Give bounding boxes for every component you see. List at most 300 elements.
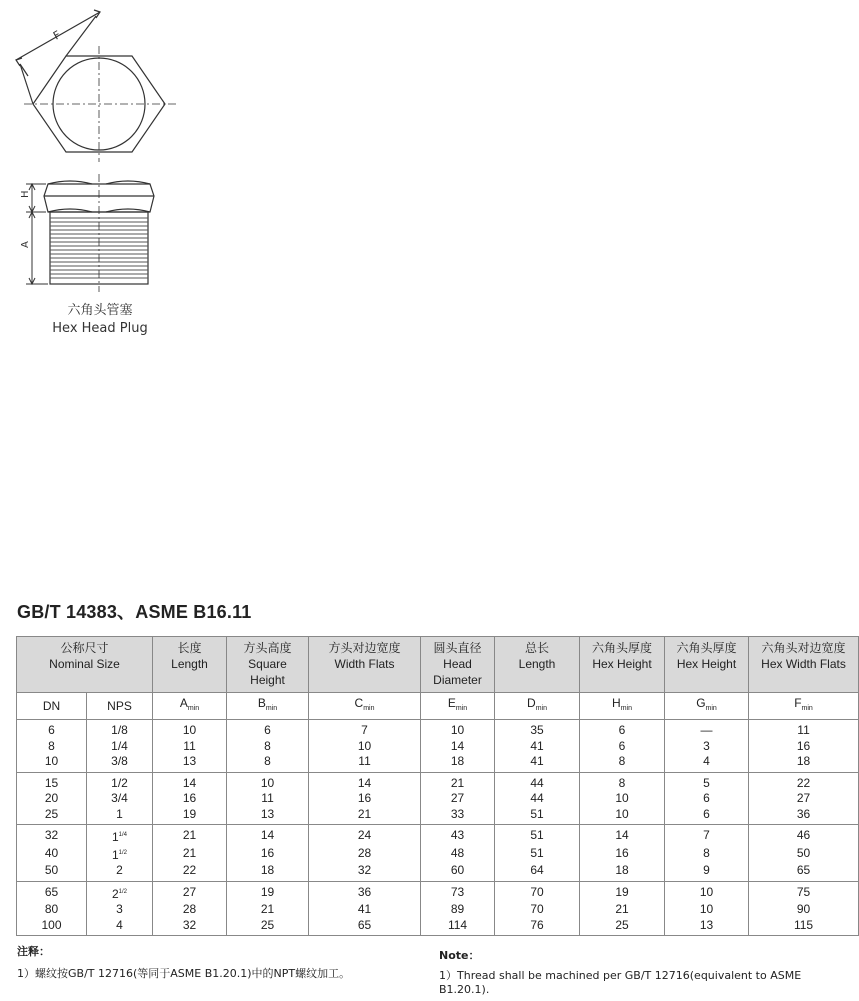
- cell-value: 65: [44, 884, 59, 899]
- notes-cn: [17, 943, 350, 981]
- cell-d: [495, 739, 580, 755]
- column-symbol-main: B: [257, 696, 266, 710]
- column-header-cn: 六角头厚度: [676, 641, 737, 655]
- cell-value: 2: [116, 863, 123, 877]
- cell-b: [227, 720, 309, 739]
- cell-value: 22: [796, 775, 811, 790]
- cell-b: [227, 825, 309, 846]
- cell-value: 41: [530, 738, 544, 753]
- cell-nps: [87, 772, 153, 791]
- column-header-en2: Diameter: [433, 673, 482, 687]
- column-header-cn: 方头对边宽度: [328, 641, 401, 655]
- cell-value: 19: [182, 806, 197, 821]
- cell-g: [665, 772, 749, 791]
- cell-c: [309, 863, 421, 881]
- cell-a: [153, 739, 227, 755]
- cell-value: 18: [796, 754, 811, 768]
- cell-value: 16: [615, 845, 629, 860]
- figure-caption: [30, 302, 170, 338]
- cell-a: [153, 754, 227, 772]
- cell-value: 25: [260, 917, 275, 932]
- cell-value: 44: [530, 791, 544, 805]
- column-symbol-main: DN: [42, 699, 61, 713]
- subheader-row: [17, 693, 859, 720]
- cell-a: [153, 863, 227, 881]
- cell-value: 36: [796, 806, 811, 821]
- cell-value: 1: [116, 806, 123, 821]
- cell-e: [421, 846, 495, 864]
- cell-value: 21: [615, 902, 629, 916]
- cell-f: [749, 772, 859, 791]
- cell-h: [580, 902, 665, 918]
- cell-e: [421, 863, 495, 881]
- cell-nps: [87, 754, 153, 772]
- cell-b: [227, 772, 309, 791]
- column-symbol: [227, 693, 309, 720]
- cell-e: [421, 791, 495, 807]
- cell-value: 11: [183, 738, 196, 753]
- cell-nps: [87, 791, 153, 807]
- cell-d: [495, 772, 580, 791]
- cell-value: 65: [357, 917, 372, 932]
- cell-e: [421, 825, 495, 846]
- cell-value: 1/4: [111, 738, 128, 753]
- column-symbol: [87, 693, 153, 720]
- cell-value: 10: [44, 754, 59, 768]
- cell-value: 64: [530, 863, 544, 877]
- cell-value: 13: [182, 754, 197, 768]
- cell-value: 48: [450, 845, 465, 860]
- cell-value: 3: [116, 902, 123, 916]
- cell-g: [665, 791, 749, 807]
- cell-h: [580, 772, 665, 791]
- cell-value: 8: [703, 845, 710, 860]
- header-row: [17, 637, 859, 693]
- column-header-cn: 长度: [177, 641, 202, 655]
- column-header-en: Width Flats: [334, 657, 395, 671]
- cell-a: [153, 881, 227, 902]
- cell-value: 6: [264, 723, 271, 737]
- cell-d: [495, 881, 580, 902]
- cell-h: [580, 863, 665, 881]
- column-symbol: [749, 693, 859, 720]
- cell-value: 13: [260, 806, 275, 821]
- column-symbol: [309, 693, 421, 720]
- cell-value: 10: [260, 775, 275, 790]
- cell-value: 2: [111, 886, 119, 901]
- cell-h: [580, 825, 665, 846]
- table-row: [17, 846, 859, 864]
- table-row: [17, 902, 859, 918]
- cell-d: [495, 754, 580, 772]
- cell-value: 10: [182, 723, 197, 737]
- notes-en: [439, 947, 836, 996]
- column-symbol-main: G: [696, 696, 706, 710]
- cell-value: 19: [260, 884, 275, 899]
- column-symbol-sub: min: [265, 705, 278, 712]
- dim-a-label: A: [20, 241, 31, 248]
- column-symbol-sub: min: [363, 705, 375, 712]
- cell-value: 41: [530, 754, 544, 768]
- column-symbol-main: D: [527, 696, 536, 710]
- cell-value: —: [700, 723, 713, 737]
- cell-f: [749, 739, 859, 755]
- cell-h: [580, 807, 665, 825]
- dim-f-label: F: [51, 28, 63, 43]
- cell-value: 14: [182, 775, 197, 790]
- cell-value: 21: [182, 828, 197, 842]
- cell-dn: [17, 807, 87, 825]
- table-row: [17, 772, 859, 791]
- cell-nps: [87, 863, 153, 881]
- cell-value: 18: [615, 863, 629, 877]
- column-symbol: [580, 693, 665, 720]
- cell-value: 18: [450, 754, 465, 768]
- cell-a: [153, 918, 227, 936]
- cell-dn: [17, 846, 87, 864]
- cell-value: 33: [450, 806, 465, 821]
- cell-value: 11: [797, 723, 810, 737]
- cell-c: [309, 825, 421, 846]
- table-row: [17, 720, 859, 739]
- cell-nps: [87, 720, 153, 739]
- cell-g: [665, 846, 749, 864]
- cell-b: [227, 807, 309, 825]
- column-header-en2: Height: [250, 673, 285, 687]
- column-symbol-sub: min: [455, 705, 468, 712]
- cell-f: [749, 902, 859, 918]
- cell-dn: [17, 902, 87, 918]
- cell-value: 1/8: [111, 723, 128, 737]
- cell-b: [227, 863, 309, 881]
- cell-value: 80: [44, 902, 59, 916]
- cell-value: 89: [450, 902, 465, 916]
- cell-d: [495, 807, 580, 825]
- column-header-cn: 六角头对边宽度: [761, 641, 846, 655]
- cell-c: [309, 791, 421, 807]
- column-symbol-main: H: [612, 696, 621, 710]
- cell-b: [227, 881, 309, 902]
- cell-value: 8: [618, 775, 626, 790]
- cell-value: 44: [530, 775, 544, 790]
- cell-value: 27: [450, 791, 465, 805]
- table-row: [17, 807, 859, 825]
- table-row: [17, 754, 859, 772]
- cell-d: [495, 720, 580, 739]
- cell-a: [153, 772, 227, 791]
- cell-dn: [17, 791, 87, 807]
- cell-b: [227, 902, 309, 918]
- cell-g: [665, 807, 749, 825]
- cell-value: 6: [618, 723, 626, 737]
- cell-value: 35: [530, 723, 544, 737]
- cell-value: 16: [796, 738, 811, 753]
- cell-e: [421, 754, 495, 772]
- cell-value: 7: [703, 828, 710, 842]
- cell-value: 21: [260, 902, 275, 916]
- cell-value: 6: [703, 806, 710, 821]
- cell-h: [580, 739, 665, 755]
- cell-d: [495, 918, 580, 936]
- cell-value: 14: [450, 738, 465, 753]
- cell-value: 21: [357, 806, 372, 821]
- cell-value: 36: [357, 884, 372, 899]
- cell-value: 28: [182, 902, 197, 916]
- cell-value: 41: [357, 902, 372, 916]
- cell-nps: [87, 881, 153, 902]
- cell-nps: [87, 918, 153, 936]
- cell-e: [421, 918, 495, 936]
- cell-value: 115: [793, 917, 814, 932]
- column-header-en: Length: [518, 657, 556, 671]
- cell-nps: [87, 739, 153, 755]
- cell-value: 16: [357, 791, 372, 805]
- cell-value: 40: [44, 845, 59, 860]
- column-header-cn: 六角头厚度: [592, 641, 653, 655]
- cell-g: [665, 863, 749, 881]
- cell-d: [495, 863, 580, 881]
- cell-f: [749, 720, 859, 739]
- cell-value: 114: [447, 917, 468, 932]
- column-symbol-sub: min: [187, 705, 200, 712]
- cell-value: 13: [699, 917, 714, 932]
- cell-value: 4: [703, 754, 710, 768]
- column-header-en: Nominal Size: [49, 657, 120, 671]
- cell-f: [749, 807, 859, 825]
- cell-h: [580, 791, 665, 807]
- cell-b: [227, 754, 309, 772]
- column-header-cn: 方头高度: [243, 641, 292, 655]
- table-row: [17, 825, 859, 846]
- cell-a: [153, 720, 227, 739]
- column-symbol: [17, 693, 87, 720]
- column-header: [495, 637, 580, 693]
- column-symbol-main: C: [354, 696, 364, 710]
- cell-nps: [87, 825, 153, 846]
- cell-h: [580, 918, 665, 936]
- column-symbol-main: NPS: [107, 699, 132, 713]
- cell-value: 10: [615, 791, 629, 805]
- cell-a: [153, 902, 227, 918]
- column-symbol: [421, 693, 495, 720]
- standard-title: GB/T 14383、ASME B16.11: [17, 602, 252, 622]
- cell-value: 6: [703, 791, 710, 805]
- dim-h-label: H: [20, 190, 31, 198]
- column-header-en: Square: [248, 657, 287, 671]
- column-symbol-sub: min: [535, 705, 547, 712]
- nps-fraction-superscript: 1/4: [118, 832, 128, 838]
- cell-value: 32: [182, 917, 197, 932]
- cell-value: 100: [41, 917, 62, 932]
- cell-c: [309, 902, 421, 918]
- column-symbol-main: A: [179, 696, 188, 710]
- column-symbol-main: F: [794, 696, 802, 710]
- cell-dn: [17, 772, 87, 791]
- column-header-en: Hex Height: [676, 657, 737, 671]
- spec-table: [16, 636, 859, 936]
- column-header: [580, 637, 665, 693]
- column-header: [153, 637, 227, 693]
- cell-e: [421, 739, 495, 755]
- cell-e: [421, 720, 495, 739]
- cell-value: 90: [796, 902, 811, 916]
- cell-a: [153, 791, 227, 807]
- cell-c: [309, 739, 421, 755]
- table-row: [17, 791, 859, 807]
- cell-f: [749, 791, 859, 807]
- column-header: [309, 637, 421, 693]
- caption-en: Hex Head Plug: [52, 321, 148, 336]
- cell-value: 10: [450, 723, 465, 737]
- cell-a: [153, 807, 227, 825]
- column-symbol: [153, 693, 227, 720]
- table-row: [17, 863, 859, 881]
- cell-value: 10: [699, 884, 714, 899]
- column-header: [227, 637, 309, 693]
- cell-nps: [87, 902, 153, 918]
- cell-dn: [17, 918, 87, 936]
- column-header: [749, 637, 859, 693]
- cell-value: 27: [182, 884, 197, 899]
- cell-value: 76: [530, 917, 544, 932]
- cell-value: 11: [358, 754, 371, 768]
- cell-dn: [17, 825, 87, 846]
- cell-g: [665, 754, 749, 772]
- cell-e: [421, 881, 495, 902]
- column-header: [665, 637, 749, 693]
- cell-nps: [87, 807, 153, 825]
- cell-value: 60: [450, 863, 465, 877]
- cell-dn: [17, 739, 87, 755]
- cell-h: [580, 881, 665, 902]
- cell-value: 51: [530, 806, 544, 821]
- cell-b: [227, 739, 309, 755]
- cell-dn: [17, 720, 87, 739]
- cell-d: [495, 902, 580, 918]
- cell-value: 32: [357, 863, 372, 877]
- cell-value: 1: [111, 847, 119, 862]
- cell-a: [153, 846, 227, 864]
- column-symbol-sub: min: [801, 705, 813, 712]
- cell-value: 7: [361, 723, 368, 737]
- cell-value: 1/2: [111, 775, 128, 790]
- cell-value: 10: [699, 902, 714, 916]
- cell-b: [227, 791, 309, 807]
- cell-e: [421, 902, 495, 918]
- nps-fraction-superscript: 1/2: [118, 888, 128, 895]
- cell-value: 75: [796, 884, 811, 899]
- column-symbol: [665, 693, 749, 720]
- cell-value: 11: [261, 791, 274, 805]
- cell-value: 3/8: [111, 754, 128, 768]
- cell-value: 21: [450, 775, 465, 790]
- cell-value: 25: [44, 806, 59, 821]
- cell-f: [749, 881, 859, 902]
- cell-value: 19: [615, 884, 629, 899]
- cell-value: 32: [44, 828, 59, 842]
- cell-value: 50: [796, 845, 811, 860]
- cell-value: 14: [357, 775, 372, 790]
- cell-d: [495, 825, 580, 846]
- cell-value: 6: [48, 723, 55, 737]
- cell-value: 15: [44, 775, 59, 790]
- column-header: [421, 637, 495, 693]
- notes-cn-line: 1）螺纹按GB/T 12716(等同于ASME B1.20.1)中的NPT螺纹加工。: [17, 967, 351, 980]
- cell-h: [580, 720, 665, 739]
- nps-fraction-superscript: 1/2: [118, 849, 128, 856]
- cell-value: 9: [703, 863, 710, 877]
- cell-value: 22: [182, 863, 197, 877]
- cell-value: 8: [618, 754, 626, 768]
- cell-value: 21: [182, 845, 197, 860]
- cell-nps: [87, 846, 153, 864]
- cell-c: [309, 772, 421, 791]
- cell-value: 51: [530, 828, 544, 842]
- cell-value: 50: [44, 863, 59, 877]
- cell-dn: [17, 863, 87, 881]
- table-row: [17, 881, 859, 902]
- cell-b: [227, 918, 309, 936]
- cell-g: [665, 720, 749, 739]
- column-header-cn: 总长: [525, 641, 550, 655]
- cell-c: [309, 918, 421, 936]
- cell-value: 70: [530, 884, 544, 899]
- cell-value: 10: [615, 806, 629, 821]
- cell-value: 20: [44, 791, 59, 805]
- column-symbol-sub: min: [620, 705, 632, 712]
- cell-value: 25: [615, 917, 629, 932]
- cell-value: 18: [260, 863, 275, 877]
- notes-en-line: 1）Thread shall be machined per GB/T 12716(equivalent to ASME B1.20.1).: [439, 969, 802, 996]
- cell-g: [665, 739, 749, 755]
- caption-cn: 六角头管塞: [67, 303, 133, 318]
- cell-e: [421, 772, 495, 791]
- cell-g: [665, 902, 749, 918]
- cell-h: [580, 754, 665, 772]
- cell-value: 5: [703, 775, 710, 790]
- column-header-en: Hex Height: [592, 657, 652, 671]
- cell-g: [665, 881, 749, 902]
- cell-f: [749, 754, 859, 772]
- cell-dn: [17, 754, 87, 772]
- cell-value: 14: [615, 828, 629, 842]
- cell-f: [749, 918, 859, 936]
- cell-f: [749, 863, 859, 881]
- cell-value: 65: [796, 863, 811, 877]
- cell-d: [495, 791, 580, 807]
- cell-value: 6: [618, 738, 626, 753]
- cell-value: 14: [260, 828, 275, 842]
- cell-a: [153, 825, 227, 846]
- column-header-en: Head: [443, 657, 472, 671]
- notes-en-title: Note：: [439, 949, 480, 962]
- cell-g: [665, 825, 749, 846]
- cell-value: 28: [357, 845, 372, 860]
- notes-cn-title: 注释：: [17, 945, 50, 958]
- cell-value: 1: [111, 830, 119, 844]
- column-symbol-main: E: [447, 696, 456, 710]
- cell-f: [749, 846, 859, 864]
- cell-value: 73: [450, 884, 465, 899]
- hex-head-plug-drawing: [0, 0, 200, 300]
- table-row: [17, 739, 859, 755]
- cell-value: 46: [796, 828, 811, 842]
- cell-value: 8: [264, 754, 271, 768]
- cell-f: [749, 825, 859, 846]
- cell-c: [309, 754, 421, 772]
- cell-h: [580, 846, 665, 864]
- cell-value: 4: [116, 917, 123, 932]
